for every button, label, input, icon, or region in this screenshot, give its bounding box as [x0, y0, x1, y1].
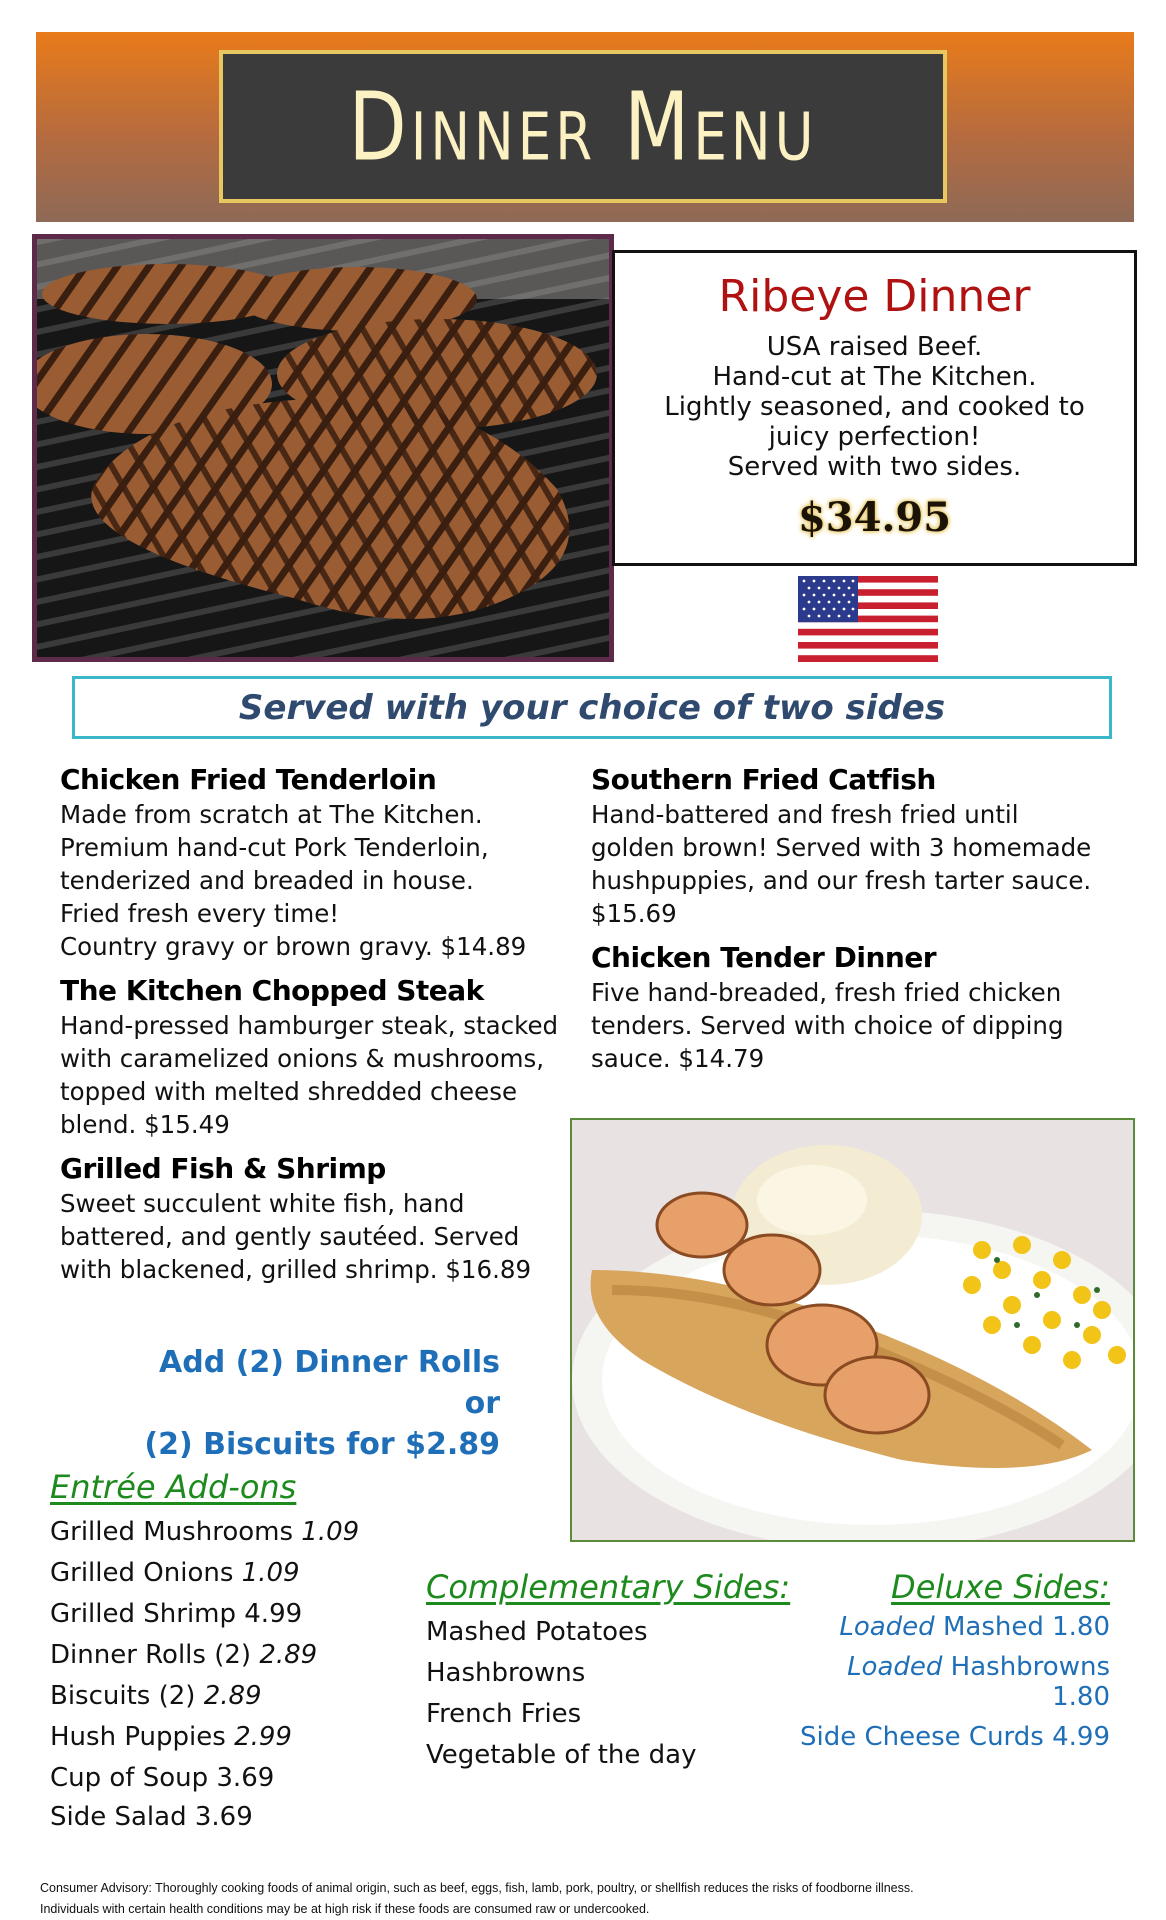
rolls-line: (2) Biscuits for $2.89 [144, 1427, 500, 1462]
menu-item-name: Southern Fried Catfish [591, 763, 936, 796]
menu-right-column [591, 762, 1131, 1085]
addon-item [50, 1717, 390, 1758]
deluxe-sides-title: Deluxe Sides: [891, 1568, 1110, 1606]
menu-item-name: The Kitchen Chopped Steak [60, 974, 484, 1007]
addon-item [50, 1799, 390, 1835]
addon-name: Grilled Shrimp 4.99 [50, 1599, 303, 1629]
addon-name: Grilled Mushrooms [50, 1517, 302, 1547]
deluxe-item [800, 1612, 1110, 1642]
addon-item [50, 1512, 390, 1553]
menu-item [591, 940, 1131, 1075]
addon-name: Dinner Rolls (2) [50, 1640, 260, 1670]
fish-shrimp-photo [570, 1118, 1135, 1542]
addon-price: 2.99 [234, 1722, 292, 1752]
addon-item [50, 1553, 390, 1594]
ribeye-price: $34.95 [797, 494, 952, 541]
menu-item-description: Made from scratch at The Kitchen. Premium hand-cut Pork Tenderloin, tenderized and breaded in house. Fried fresh every time! Country gravy or brown gravy. $14.89 [60, 800, 527, 961]
addon-item [50, 1676, 390, 1717]
complementary-sides [426, 1568, 806, 1776]
menu-item-description: Sweet succulent white fish, hand battered, and gently sautéed. Served with blackened, grilled shrimp. $16.89 [60, 1189, 532, 1284]
addon-name: Biscuits (2) [50, 1681, 204, 1711]
us-flag-icon [798, 576, 938, 662]
side-item: French Fries [426, 1699, 582, 1729]
addon-name: Hush Puppies [50, 1722, 235, 1752]
addon-price: 1.09 [241, 1558, 300, 1588]
ribeye-line: Lightly seasoned, and cooked to [664, 392, 1085, 422]
deluxe-item-lead: Loaded [847, 1652, 943, 1682]
ribeye-line: USA raised Beef. [766, 332, 983, 362]
addon-item [50, 1594, 390, 1635]
menu-item-name: Chicken Fried Tenderloin [60, 763, 437, 796]
ribeye-line: Hand-cut at The Kitchen. [712, 362, 1037, 392]
addon-price: 2.89 [259, 1640, 318, 1670]
addon-name: Grilled Onions [50, 1558, 242, 1588]
addon-name: Side Salad 3.69 [50, 1802, 253, 1832]
addon-item [50, 1758, 390, 1799]
deluxe-item [800, 1722, 1110, 1752]
consumer-advisory [40, 1878, 1130, 1920]
deluxe-item-rest: Mashed 1.80 [934, 1612, 1110, 1642]
title-box [219, 50, 947, 203]
menu-item [60, 1151, 580, 1286]
side-item: Vegetable of the day [426, 1740, 697, 1770]
ribeye-line: juicy perfection! [768, 422, 981, 452]
side-item: Hashbrowns [426, 1658, 586, 1688]
menu-item [591, 762, 1131, 930]
addon-name: Cup of Soup 3.69 [50, 1763, 275, 1793]
entree-addons [50, 1468, 390, 1835]
addon-price: 2.89 [203, 1681, 262, 1711]
menu-item-description: Hand-battered and fresh fried until golden brown! Served with 3 homemade hushpuppies, and our fresh tarter sauce. $15.69 [591, 800, 1092, 928]
menu-left-column [60, 762, 580, 1296]
steak-photo [32, 234, 614, 662]
ribeye-line: Served with two sides. [727, 452, 1022, 482]
advisory-line: Individuals with certain health conditions may be at high risk if these foods are consumed raw or undercooked. [40, 1902, 650, 1916]
menu-item-description: Hand-pressed hamburger steak, stacked with caramelized onions & mushrooms, topped with melted shredded cheese blend. $15.49 [60, 1011, 559, 1139]
dinner-rolls-offer [120, 1342, 500, 1465]
menu-item [60, 973, 580, 1141]
menu-item-name: Grilled Fish & Shrimp [60, 1152, 386, 1185]
rolls-line: Add (2) Dinner Rolls or [159, 1345, 500, 1421]
page-title: Dinner Menu [348, 71, 818, 182]
ribeye-feature-box [612, 250, 1137, 566]
addon-price: 1.09 [301, 1517, 360, 1547]
ribeye-title: Ribeye Dinner [718, 271, 1031, 322]
menu-item [60, 762, 580, 963]
menu-item-description: Five hand-breaded, fresh fried chicken tenders. Served with choice of dipping sauce. $14.79 [591, 978, 1064, 1073]
deluxe-item-lead: Loaded [839, 1612, 935, 1642]
side-item: Mashed Potatoes [426, 1617, 648, 1647]
deluxe-item-rest: Hashbrowns 1.80 [942, 1652, 1110, 1712]
sides-banner-text: Served with your choice of two sides [238, 687, 946, 728]
deluxe-item-rest: Side Cheese Curds 4.99 [800, 1722, 1110, 1752]
advisory-line: Consumer Advisory: Thoroughly cooking foods of animal origin, such as beef, eggs, fish, lamb, pork, poultry, or shellfish reduces the risks of foodborne illness. [40, 1881, 914, 1895]
complementary-sides-title: Complementary Sides: [426, 1568, 791, 1606]
deluxe-item [800, 1652, 1110, 1712]
menu-item-name: Chicken Tender Dinner [591, 941, 937, 974]
deluxe-sides [800, 1568, 1110, 1762]
addon-item [50, 1635, 390, 1676]
ribeye-description [615, 332, 1134, 482]
sides-banner [72, 676, 1112, 739]
addons-title: Entrée Add-ons [50, 1468, 297, 1506]
